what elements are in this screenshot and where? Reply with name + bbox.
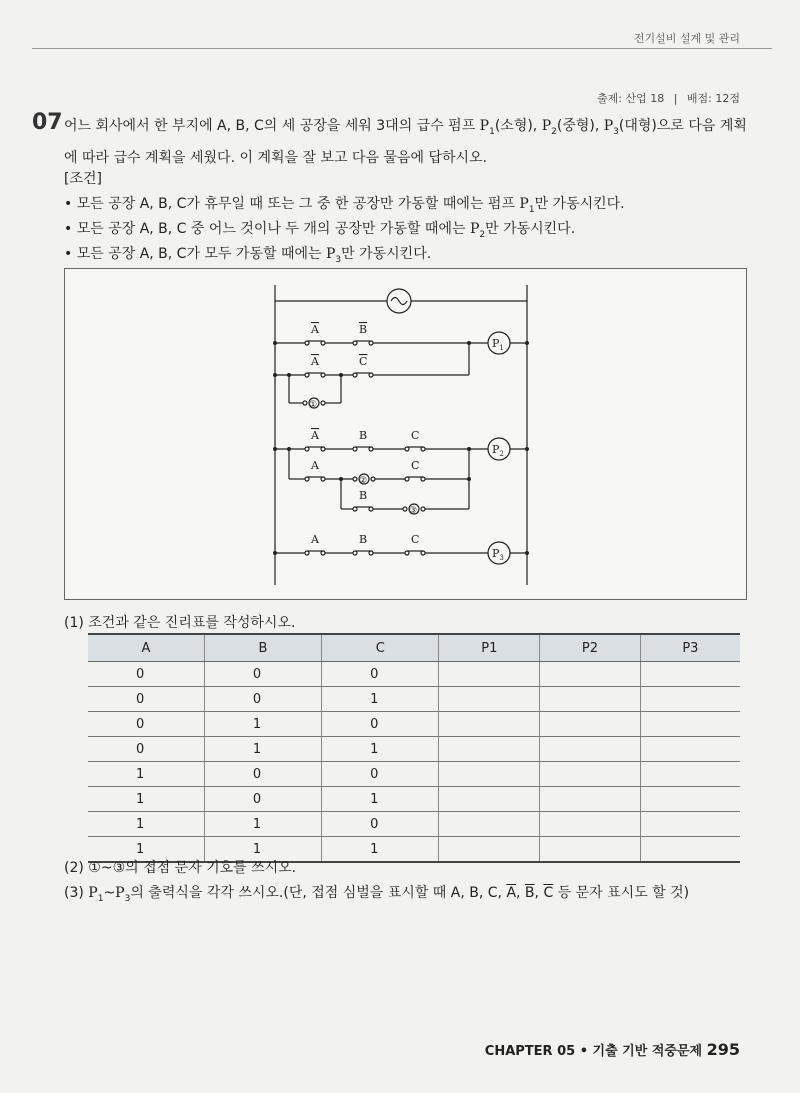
condition-1-p: P xyxy=(519,196,529,212)
condition-3-p: P xyxy=(325,246,336,262)
sub-question-3-a-bar: $\overline{A}$ xyxy=(506,885,517,901)
cell-c: 0 xyxy=(322,662,439,687)
header-p3: P3 xyxy=(640,634,740,662)
answer-cell-p3[interactable] xyxy=(640,737,740,762)
contact-c-bar-1: C xyxy=(359,355,368,368)
table-row xyxy=(88,737,740,762)
table-row xyxy=(88,812,740,837)
contact-3-label: ③ xyxy=(409,506,418,516)
cell-a: 0 xyxy=(88,662,204,687)
answer-cell-p3[interactable] xyxy=(640,762,740,787)
sub-question-3-comma-1: , xyxy=(516,885,525,901)
pump-p3-note: (대형) xyxy=(618,118,657,134)
running-header: 전기설비 설계 및 관리 xyxy=(633,32,740,45)
question-number: 07 xyxy=(32,110,63,135)
contact-c-1: C xyxy=(411,429,420,442)
rung-p2 xyxy=(275,429,527,516)
answer-cell-p2[interactable] xyxy=(540,737,641,762)
sub-question-3-comma-2: , xyxy=(534,885,544,901)
rung-p3 xyxy=(275,533,527,564)
truth-table-body xyxy=(88,662,740,863)
condition-2-p: P xyxy=(469,221,480,237)
answer-cell-p1[interactable] xyxy=(439,687,540,712)
condition-3-pre: • 모든 공장 A, B, C가 모두 가동할 때에는 xyxy=(64,246,326,262)
sub-question-2: (2) ①~③의 접점 문자 기호를 쓰시오. xyxy=(64,860,297,876)
pump-p1: P xyxy=(479,118,490,134)
cell-c: 1 xyxy=(322,737,439,762)
p1-label: $P_1$ xyxy=(492,337,504,352)
header-p2: P2 xyxy=(540,634,641,662)
condition-2-sub: 2 xyxy=(479,229,486,240)
header-b: B xyxy=(204,634,321,662)
answer-cell-p3[interactable] xyxy=(640,712,740,737)
pump-p2-sub: 2 xyxy=(551,126,557,137)
cell-a: 0 xyxy=(88,687,204,712)
cell-a: 0 xyxy=(88,712,204,737)
rung-p1 xyxy=(275,323,527,410)
pump-p3-sub: 3 xyxy=(613,126,619,137)
contact-b-1: B xyxy=(359,429,368,442)
contact-a-bar-3: A xyxy=(311,429,319,442)
sine-wave-icon xyxy=(391,298,407,305)
truth-table-header xyxy=(88,634,740,662)
p3-label: $P_3$ xyxy=(492,547,504,562)
answer-cell-p3[interactable] xyxy=(640,687,740,712)
contact-a-2: A xyxy=(311,533,319,546)
condition-2 xyxy=(64,218,575,240)
cell-a: 1 xyxy=(88,787,204,812)
answer-cell-p1[interactable] xyxy=(439,812,540,837)
condition-3 xyxy=(64,243,431,265)
cell-b: 1 xyxy=(204,737,321,762)
cell-c: 1 xyxy=(322,787,439,812)
truth-table xyxy=(88,633,740,863)
answer-cell-p1[interactable] xyxy=(439,712,540,737)
answer-cell-p3[interactable] xyxy=(640,662,740,687)
page-footer xyxy=(485,1040,740,1059)
sub-question-3-prefix: (3) xyxy=(64,885,89,901)
contact-b-bar-1: B xyxy=(359,323,368,336)
sub-question-3-suffix: 등 문자 표시도 할 것) xyxy=(553,885,690,901)
sequence-circuit xyxy=(65,269,746,599)
table-row xyxy=(88,662,740,687)
table-row xyxy=(88,762,740,787)
cell-b: 1 xyxy=(204,712,321,737)
chapter-label: CHAPTER 05 • 기출 기반 적중문제 xyxy=(484,1044,703,1059)
sub-question-3-p3-sub: 3 xyxy=(124,893,131,904)
cell-b: 0 xyxy=(204,762,321,787)
header-rule xyxy=(32,48,772,49)
contact-b-2: B xyxy=(359,489,368,502)
condition-1 xyxy=(64,193,625,215)
cell-b: 1 xyxy=(204,812,321,837)
condition-3-post: 만 가동시킨다. xyxy=(341,246,432,262)
sub-question-3-c-bar: $\overline{C}$ xyxy=(543,885,554,901)
answer-cell-p2[interactable] xyxy=(540,662,641,687)
header-a: A xyxy=(88,634,204,662)
cell-a: 1 xyxy=(88,837,204,863)
cell-c: 1 xyxy=(322,687,439,712)
pump-p3: P xyxy=(603,118,614,134)
answer-cell-p2[interactable] xyxy=(540,812,641,837)
pump-p1-note: (소형), xyxy=(494,118,542,134)
contact-1-label: ① xyxy=(309,400,318,410)
answer-cell-p1[interactable] xyxy=(439,787,540,812)
header-p1: P1 xyxy=(439,634,540,662)
table-row xyxy=(88,787,740,812)
table-row xyxy=(88,712,740,737)
cell-b: 0 xyxy=(204,687,321,712)
answer-cell-p2[interactable] xyxy=(540,712,641,737)
condition-3-sub: 3 xyxy=(335,254,342,265)
pump-p2: P xyxy=(541,118,552,134)
exam-score: 배점: 12점 xyxy=(686,92,740,105)
sub-question-3-p1: P xyxy=(88,885,98,901)
header-c: C xyxy=(322,634,439,662)
contact-a-bar-1: A xyxy=(311,323,319,336)
cell-a: 1 xyxy=(88,762,204,787)
exam-source: 출제: 산업 18 xyxy=(597,92,665,105)
answer-cell-p2[interactable] xyxy=(540,787,641,812)
answer-cell-p3[interactable] xyxy=(640,787,740,812)
sub-question-3-b-bar: $\overline{B}$ xyxy=(524,885,535,901)
contact-a-bar-2: A xyxy=(311,355,319,368)
cell-a: 1 xyxy=(88,812,204,837)
answer-cell-p1[interactable] xyxy=(439,662,540,687)
sub-question-1: (1) 조건과 같은 진리표를 작성하시오. xyxy=(64,615,296,631)
condition-1-sub: 1 xyxy=(528,204,535,215)
condition-1-pre: • 모든 공장 A, B, C가 휴무일 때 또는 그 중 한 공장만 가동할 때에는 펌프 xyxy=(64,196,520,212)
contact-c-3: C xyxy=(411,533,420,546)
sub-question-3-middle: 의 출력식을 각각 쓰시오.(단, 접점 심벌을 표시할 때 A, B, C, xyxy=(130,885,507,901)
answer-cell-p1[interactable] xyxy=(439,762,540,787)
p2-label: $P_2$ xyxy=(492,443,504,458)
cell-b: 0 xyxy=(204,662,321,687)
pump-p1-sub: 1 xyxy=(489,126,495,137)
condition-1-post: 만 가동시킨다. xyxy=(534,196,625,212)
sub-question-3 xyxy=(64,882,689,904)
contact-c-2: C xyxy=(411,459,420,472)
answer-cell-p2[interactable] xyxy=(540,687,641,712)
conditions-title: [조건] xyxy=(64,171,102,187)
cell-c: 1 xyxy=(322,837,439,863)
cell-a: 0 xyxy=(88,737,204,762)
cell-c: 0 xyxy=(322,712,439,737)
condition-2-post: 만 가동시킨다. xyxy=(485,221,576,237)
circuit-diagram-box xyxy=(64,268,747,600)
exam-meta xyxy=(597,90,740,106)
contact-2-label: ② xyxy=(359,476,368,486)
answer-cell-p3[interactable] xyxy=(640,837,740,863)
cell-c: 0 xyxy=(322,812,439,837)
question-text-post: 으로 다음 계획에 따라 급수 계획을 세웠다. 이 계획을 잘 보고 다음 물음에 답하시오. xyxy=(64,118,747,166)
answer-cell-p1[interactable] xyxy=(439,737,540,762)
contact-a-1: A xyxy=(311,459,319,472)
table-row xyxy=(88,687,740,712)
cell-b: 1 xyxy=(204,837,321,863)
answer-cell-p2[interactable] xyxy=(540,837,641,863)
sub-question-3-p3: P xyxy=(115,885,125,901)
sub-question-3-p1-sub: 1 xyxy=(97,893,104,904)
question-text-pre: 어느 회사에서 한 부지에 A, B, C의 세 공장을 세워 3대의 급수 펌프 xyxy=(64,118,480,134)
sub-question-3-tilde: ~ xyxy=(103,885,116,901)
answer-cell-p3[interactable] xyxy=(640,812,740,837)
contact-b-3: B xyxy=(359,533,368,546)
meta-separator: | xyxy=(673,92,678,105)
cell-b: 0 xyxy=(204,787,321,812)
pump-p2-note: (중형), xyxy=(556,118,604,134)
question-text xyxy=(64,113,754,171)
answer-cell-p1[interactable] xyxy=(439,837,540,863)
page-number: 295 xyxy=(706,1040,740,1059)
cell-c: 0 xyxy=(322,762,439,787)
answer-cell-p2[interactable] xyxy=(540,762,641,787)
condition-2-pre: • 모든 공장 A, B, C 중 어느 것이나 두 개의 공장만 가동할 때에는 xyxy=(64,221,470,237)
